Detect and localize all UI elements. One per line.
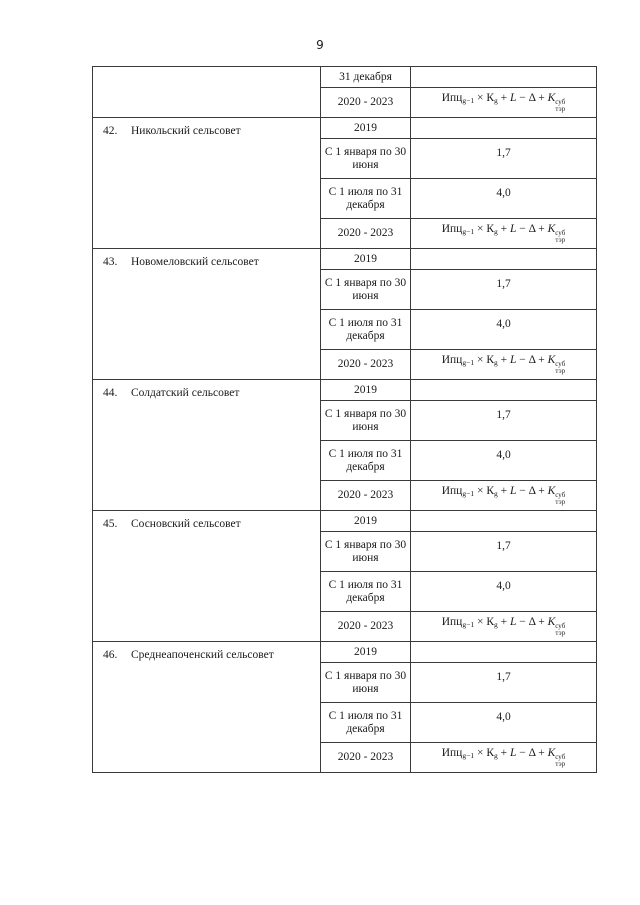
period-cell: С 1 июля по 31 декабря [321,572,411,612]
value-cell: 4,0 [411,703,597,743]
period-cell: С 1 января по 30 июня [321,532,411,572]
period-cell: С 1 июля по 31 декабря [321,310,411,350]
tariff-formula: $Ипц_{g-1} \times К_g + L - \Delta + K$ суб тэр [441,485,566,506]
period-cell: 2020 - 2023 [321,612,411,642]
value-cell [411,511,597,532]
period-cell: С 1 июля по 31 декабря [321,703,411,743]
name-cell-empty [93,67,321,118]
settlement-name-cell [93,249,321,380]
table-row [93,511,597,532]
settlement-name: Солдатский сельсовет [131,387,240,399]
period-cell: С 1 июля по 31 декабря [321,441,411,481]
period-cell: 2019 [321,511,411,532]
period-cell: 31 декабря [321,67,411,88]
value-cell: 1,7 [411,401,597,441]
period-cell: 2020 - 2023 [321,350,411,380]
value-cell [411,249,597,270]
value-cell [411,67,597,88]
table-row [93,67,597,88]
tariff-table [92,66,597,773]
tariff-formula: $Ипц_{g-1} \times К_g + L - \Delta + K$ суб тэр [441,92,566,113]
value-cell: 1,7 [411,532,597,572]
page-number: 9 [316,38,324,52]
period-cell: С 1 января по 30 июня [321,401,411,441]
table-row [93,249,597,270]
period-cell: С 1 января по 30 июня [321,270,411,310]
value-cell: 1,7 [411,663,597,703]
value-cell: 1,7 [411,139,597,179]
settlement-name: Никольский сельсовет [131,125,241,137]
entry-number: 43. [103,256,118,268]
period-cell: 2019 [321,642,411,663]
formula-cell [411,743,597,773]
period-cell: 2020 - 2023 [321,743,411,773]
period-cell: 2020 - 2023 [321,219,411,249]
tariff-formula: $Ипц_{g-1} \times К_g + L - \Delta + K$ суб тэр [441,747,566,768]
value-cell: 4,0 [411,441,597,481]
entry-number: 42. [103,125,118,137]
tariff-formula: $Ипц_{g-1} \times К_g + L - \Delta + K$ суб тэр [441,223,566,244]
value-cell [411,642,597,663]
settlement-name-cell [93,642,321,773]
table-row [93,642,597,663]
value-cell [411,118,597,139]
formula-cell [411,612,597,642]
entry-number: 45. [103,518,118,530]
period-cell: С 1 января по 30 июня [321,139,411,179]
period-cell: 2019 [321,249,411,270]
value-cell: 1,7 [411,270,597,310]
period-cell: 2019 [321,118,411,139]
period-cell: 2020 - 2023 [321,481,411,511]
period-cell: 2019 [321,380,411,401]
settlement-name-cell [93,511,321,642]
settlement-name-cell [93,380,321,511]
value-cell [411,380,597,401]
entry-number: 46. [103,649,118,661]
period-cell: С 1 июля по 31 декабря [321,179,411,219]
value-cell: 4,0 [411,572,597,612]
settlement-name-cell [93,118,321,249]
value-cell: 4,0 [411,179,597,219]
value-cell: 4,0 [411,310,597,350]
table-row [93,118,597,139]
period-cell: С 1 января по 30 июня [321,663,411,703]
settlement-name: Среднеапоченский сельсовет [131,649,274,661]
period-cell: 2020 - 2023 [321,88,411,118]
tariff-formula: $Ипц_{g-1} \times К_g + L - \Delta + K$ суб тэр [441,354,566,375]
formula-cell [411,88,597,118]
tariff-formula: $Ипц_{g-1} \times К_g + L - \Delta + K$ суб тэр [441,616,566,637]
settlement-name: Новомеловский сельсовет [131,256,259,268]
table-row [93,380,597,401]
formula-cell [411,350,597,380]
entry-number: 44. [103,387,118,399]
formula-cell [411,219,597,249]
formula-cell [411,481,597,511]
settlement-name: Сосновский сельсовет [131,518,241,530]
